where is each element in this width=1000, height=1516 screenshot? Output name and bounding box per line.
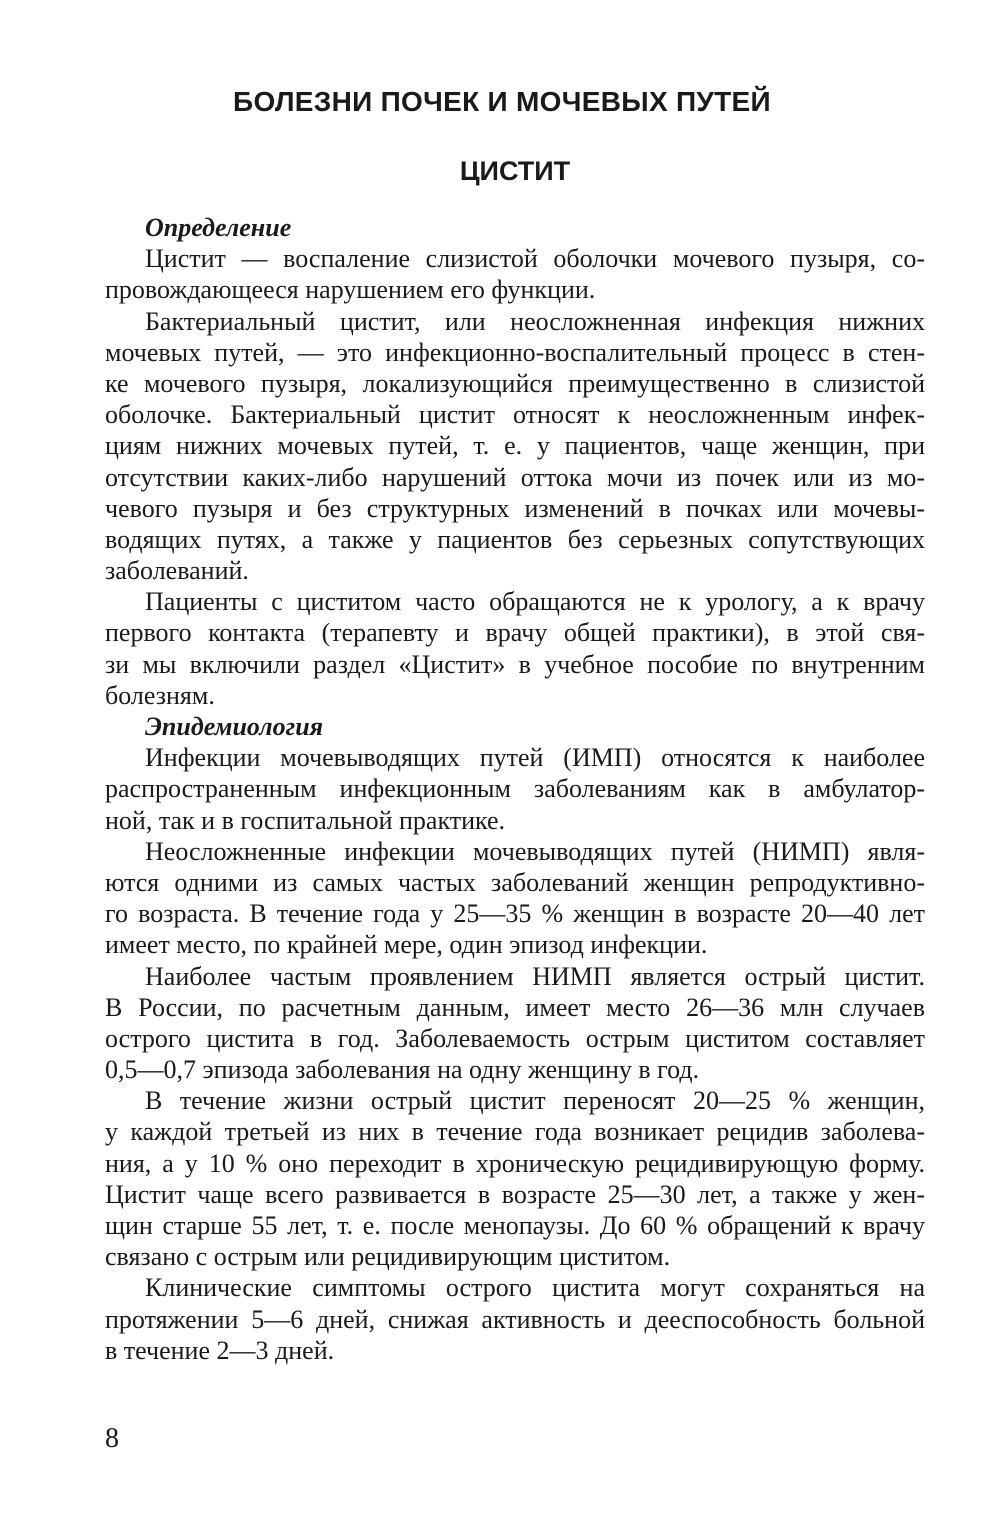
text-line: Клинические симптомы острого цистита могут сохраняться на — [145, 1273, 925, 1303]
subsection-heading: Эпидемиология — [145, 712, 324, 741]
paragraph — [105, 961, 925, 1086]
text-line: 0,5—0,7 эпизода заболевания на одну женщину в год. — [105, 1055, 700, 1085]
text-line: Неосложненные инфекции мочевыводящих путей (НИМП) явля- — [145, 836, 925, 866]
paragraph — [105, 586, 925, 711]
page-number: 8 — [105, 1423, 119, 1454]
text-line: щин старше 55 лет, т. е. после менопаузы. До 60 % обращений к врачу — [105, 1211, 925, 1240]
text-line: ния, а у 10 % оно переходит в хроническую рецидивирующую форму. — [105, 1148, 925, 1178]
text-line: ются одними из самых частых заболеваний женщин репродуктивно- — [105, 867, 925, 897]
body-text — [105, 212, 925, 1366]
text-line: Бактериальный цистит, или неосложненная инфекция нижних — [145, 306, 925, 336]
text-line: Инфекции мочевыводящих путей (ИМП) относятся к наиболее — [145, 743, 925, 773]
text-line: В течение жизни острый цистит переносят 20—25 % женщин, — [145, 1086, 925, 1116]
section-title: ЦИСТИТ — [459, 156, 571, 186]
text-line: ной, так и в госпитальной практике. — [105, 805, 506, 835]
text-line: водящих путях, а также у пациентов без серьезных сопутствующих — [105, 524, 925, 554]
paragraph — [105, 243, 925, 305]
text-line: связано с острым или рецидивирующим циститом. — [105, 1242, 671, 1272]
text-line: первого контакта (терапевту и врачу общей практики), в этой свя- — [105, 618, 925, 648]
text-line: Цистит чаще всего развивается в возрасте 25—30 лет, а также у жен- — [105, 1179, 925, 1209]
paragraph — [105, 1272, 925, 1366]
text-line: ке мочевого пузыря, локализующийся преимущественно в слизистой — [105, 368, 925, 398]
text-line: острого цистита в год. Заболеваемость острым циститом составляет — [105, 1023, 925, 1053]
text-line: имеет место, по крайней мере, один эпизод инфекции. — [105, 930, 708, 960]
text-line: мочевых путей, — это инфекционно-воспалительный процесс в стен- — [105, 337, 925, 367]
paragraph — [105, 836, 925, 961]
text-line: в течение 2—3 дней. — [105, 1335, 335, 1365]
text-line: у каждой третьей из них в течение года возникает рецидив заболева- — [105, 1117, 925, 1147]
chapter-title: БОЛЕЗНИ ПОЧЕК И МОЧЕВЫХ ПУТЕЙ — [233, 86, 771, 117]
text-line: оболочке. Бактериальный цистит относят к неосложненным инфек- — [105, 400, 925, 430]
text-line: Цистит — воспаление слизистой оболочки мочевого пузыря, со- — [145, 244, 925, 274]
text-line: Наиболее частым проявлением НИМП является острый цистит. — [145, 961, 925, 991]
text-line: протяжении 5—6 дней, снижая активность и дееспособность больной — [105, 1304, 925, 1334]
text-line: болезням. — [105, 680, 215, 710]
text-line: Пациенты с циститом часто обращаются не к урологу, а к врачу — [145, 587, 925, 617]
text-line: отсутствии каких-либо нарушений оттока мочи из почек или из мо- — [105, 462, 925, 492]
text-line: чевого пузыря и без структурных изменений в почках или мочевы- — [105, 493, 925, 523]
paragraph — [105, 742, 925, 836]
text-line: распространенным инфекционным заболеваниям как в амбулатор- — [105, 774, 925, 804]
text-line: провождающееся нарушением его функции. — [105, 275, 596, 305]
text-line: В России, по расчетным данным, имеет место 26—36 млн случаев — [105, 992, 925, 1022]
text-line: циям нижних мочевых путей, т. е. у пациентов, чаще женщин, при — [105, 431, 925, 461]
text-line: заболеваний. — [105, 556, 249, 586]
text-line: го возраста. В течение года у 25—35 % женщин в возрасте 20—40 лет — [105, 899, 925, 929]
subsection-heading: Определение — [145, 213, 292, 242]
paragraph — [105, 306, 925, 587]
text-line: зи мы включили раздел «Цистит» в учебное пособие по внутренним — [105, 649, 925, 679]
paragraph — [105, 1085, 925, 1272]
